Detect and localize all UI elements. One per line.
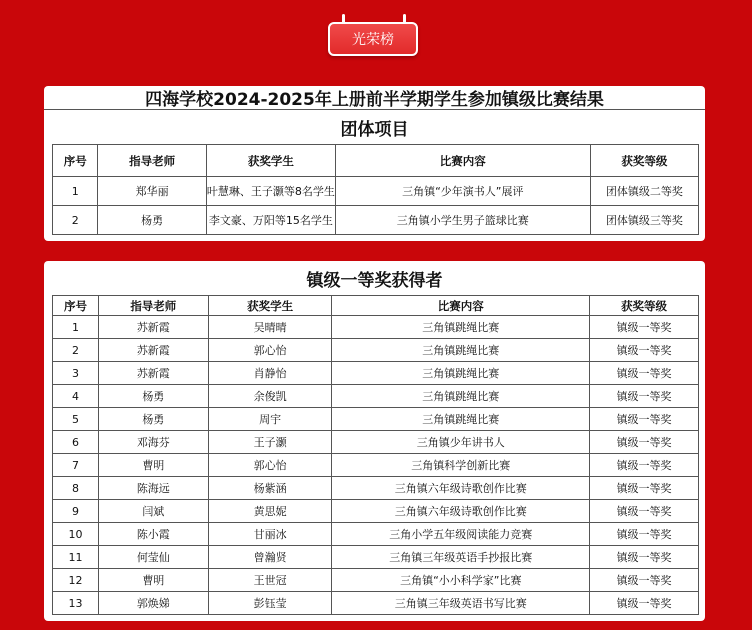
cell-no: 13 bbox=[53, 592, 99, 615]
header-student: 获奖学生 bbox=[208, 296, 332, 316]
cell-content: 三角镇小学生男子篮球比赛 bbox=[335, 206, 590, 235]
cell-level: 镇级一等奖 bbox=[590, 500, 699, 523]
cell-student: 王子灏 bbox=[208, 431, 332, 454]
cell-teacher: 苏新霞 bbox=[98, 362, 208, 385]
cell-teacher: 陈小霞 bbox=[98, 523, 208, 546]
cell-student: 杨紫涵 bbox=[208, 477, 332, 500]
cell-content: 三角镇“小小科学家”比赛 bbox=[332, 569, 590, 592]
table-row bbox=[53, 523, 699, 546]
cell-no: 3 bbox=[53, 362, 99, 385]
table-row bbox=[53, 339, 699, 362]
table-row bbox=[53, 316, 699, 339]
first-prize-section-title: 镇级一等奖获得者 bbox=[306, 270, 443, 291]
cell-level: 镇级一等奖 bbox=[590, 362, 699, 385]
cell-student: 王世冠 bbox=[208, 569, 332, 592]
team-section-title: 团体项目 bbox=[340, 119, 409, 140]
cell-teacher: 苏新霞 bbox=[98, 339, 208, 362]
cell-no: 6 bbox=[53, 431, 99, 454]
cell-teacher: 苏新霞 bbox=[98, 316, 208, 339]
cell-content: 三角镇跳绳比赛 bbox=[332, 385, 590, 408]
cell-student: 甘丽冰 bbox=[208, 523, 332, 546]
cell-content: 三角镇跳绳比赛 bbox=[332, 339, 590, 362]
table-row bbox=[53, 477, 699, 500]
cell-no: 10 bbox=[53, 523, 99, 546]
cell-content: 三角镇少年讲书人 bbox=[332, 431, 590, 454]
cell-content: 三角镇三年级英语手抄报比赛 bbox=[332, 546, 590, 569]
cell-content: 三角镇三年级英语书写比赛 bbox=[332, 592, 590, 615]
cell-student: 周宇 bbox=[208, 408, 332, 431]
cell-student: 肖静怡 bbox=[208, 362, 332, 385]
cell-level: 团体镇级三等奖 bbox=[590, 206, 698, 235]
cell-student: 郭心怡 bbox=[208, 339, 332, 362]
cell-student: 郭心怡 bbox=[208, 454, 332, 477]
cell-level: 镇级一等奖 bbox=[590, 569, 699, 592]
first-prize-card bbox=[44, 261, 705, 621]
cell-teacher: 曹明 bbox=[98, 454, 208, 477]
cell-level: 镇级一等奖 bbox=[590, 592, 699, 615]
cell-student: 李文豪、万阳等15名学生 bbox=[206, 206, 335, 235]
cell-student: 叶慧琳、王子灏等8名学生 bbox=[206, 177, 335, 206]
header-content: 比赛内容 bbox=[332, 296, 590, 316]
cell-no: 1 bbox=[53, 316, 99, 339]
cell-student: 黄思妮 bbox=[208, 500, 332, 523]
table-row bbox=[53, 546, 699, 569]
cell-level: 镇级一等奖 bbox=[590, 408, 699, 431]
cell-content: 三角镇跳绳比赛 bbox=[332, 408, 590, 431]
table-row bbox=[53, 408, 699, 431]
cell-no: 8 bbox=[53, 477, 99, 500]
table-row bbox=[53, 500, 699, 523]
table-row bbox=[53, 177, 699, 206]
table-row bbox=[53, 592, 699, 615]
cell-level: 镇级一等奖 bbox=[590, 431, 699, 454]
header-level: 获奖等级 bbox=[590, 296, 699, 316]
cell-content: 三角镇六年级诗歌创作比赛 bbox=[332, 500, 590, 523]
cell-teacher: 杨勇 bbox=[98, 385, 208, 408]
header-no: 序号 bbox=[53, 145, 98, 177]
cell-level: 镇级一等奖 bbox=[590, 477, 699, 500]
cell-content: 三角镇跳绳比赛 bbox=[332, 362, 590, 385]
cell-student: 彭钰莹 bbox=[208, 592, 332, 615]
first-prize-table bbox=[52, 295, 699, 615]
cell-no: 7 bbox=[53, 454, 99, 477]
cell-level: 镇级一等奖 bbox=[590, 385, 699, 408]
cell-no: 11 bbox=[53, 546, 99, 569]
cell-no: 2 bbox=[53, 339, 99, 362]
table-row bbox=[53, 454, 699, 477]
cell-student: 曾瀚贤 bbox=[208, 546, 332, 569]
cell-teacher: 郑华丽 bbox=[98, 177, 206, 206]
cell-no: 4 bbox=[53, 385, 99, 408]
cell-teacher: 曹明 bbox=[98, 569, 208, 592]
honor-roll-badge bbox=[328, 14, 420, 64]
cell-teacher: 陈海远 bbox=[98, 477, 208, 500]
cell-content: 三角镇科学创新比赛 bbox=[332, 454, 590, 477]
cell-level: 镇级一等奖 bbox=[590, 523, 699, 546]
table-row bbox=[53, 362, 699, 385]
cell-content: 三角小学五年级阅读能力竞赛 bbox=[332, 523, 590, 546]
table-header-row bbox=[53, 145, 699, 177]
table-row bbox=[53, 569, 699, 592]
cell-level: 镇级一等奖 bbox=[590, 339, 699, 362]
cell-teacher: 邓海芬 bbox=[98, 431, 208, 454]
cell-no: 5 bbox=[53, 408, 99, 431]
cell-level: 镇级一等奖 bbox=[590, 546, 699, 569]
team-results-card bbox=[44, 86, 705, 241]
table-header-row bbox=[53, 296, 699, 316]
cell-content: 三角镇六年级诗歌创作比赛 bbox=[332, 477, 590, 500]
cell-content: 三角镇跳绳比赛 bbox=[332, 316, 590, 339]
header-level: 获奖等级 bbox=[590, 145, 698, 177]
cell-no: 12 bbox=[53, 569, 99, 592]
cell-content: 三角镇“少年演书人”展评 bbox=[335, 177, 590, 206]
cell-teacher: 杨勇 bbox=[98, 206, 206, 235]
header-student: 获奖学生 bbox=[206, 145, 335, 177]
cell-teacher: 何莹仙 bbox=[98, 546, 208, 569]
cell-no: 2 bbox=[53, 206, 98, 235]
cell-no: 9 bbox=[53, 500, 99, 523]
cell-no: 1 bbox=[53, 177, 98, 206]
cell-teacher: 郭焕娣 bbox=[98, 592, 208, 615]
table-row bbox=[53, 206, 699, 235]
header-teacher: 指导老师 bbox=[98, 145, 206, 177]
cell-student: 余俊凯 bbox=[208, 385, 332, 408]
table-row bbox=[53, 385, 699, 408]
header-no: 序号 bbox=[53, 296, 99, 316]
table-row bbox=[53, 431, 699, 454]
cell-level: 镇级一等奖 bbox=[590, 316, 699, 339]
header-teacher: 指导老师 bbox=[98, 296, 208, 316]
badge-label: 光荣榜 bbox=[328, 22, 418, 56]
cell-student: 吴晴晴 bbox=[208, 316, 332, 339]
cell-level: 团体镇级二等奖 bbox=[590, 177, 698, 206]
team-results-table bbox=[52, 144, 699, 235]
cell-level: 镇级一等奖 bbox=[590, 454, 699, 477]
header-content: 比赛内容 bbox=[335, 145, 590, 177]
cell-teacher: 杨勇 bbox=[98, 408, 208, 431]
cell-teacher: 闫斌 bbox=[98, 500, 208, 523]
page-title: 四海学校2024-2025年上册前半学期学生参加镇级比赛结果 bbox=[44, 86, 705, 110]
